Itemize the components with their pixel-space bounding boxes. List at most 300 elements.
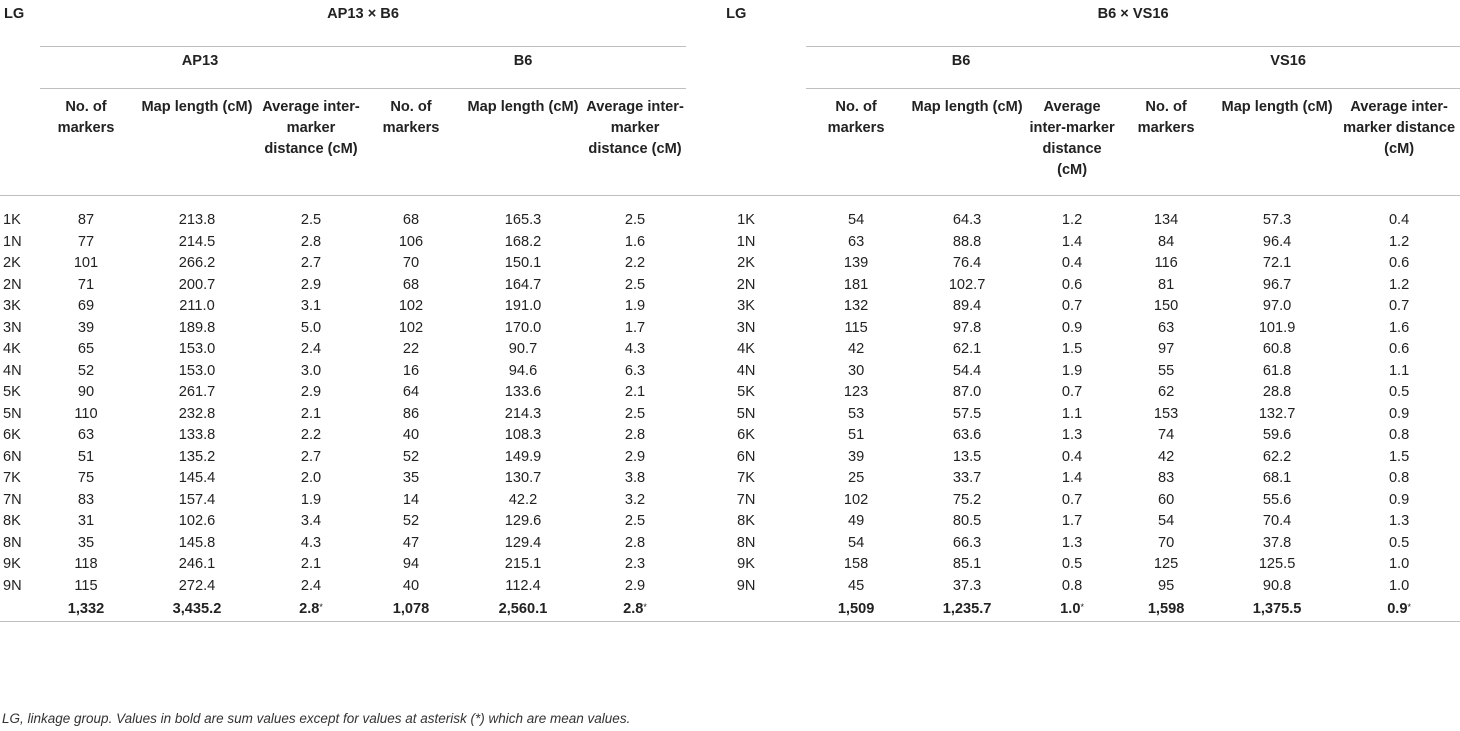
value-cell: 54 <box>1157 513 1175 529</box>
value-cell: 2.9 <box>624 577 646 594</box>
value-cell: 2.1 <box>624 384 646 400</box>
asterisk-mark: * <box>643 602 647 612</box>
value-cell: 102.6 <box>178 513 216 529</box>
value-cell: 42 <box>1157 448 1175 465</box>
column-header-avg: Average inter-marker distance (cM) <box>586 99 684 157</box>
value-cell: 0.7 <box>1061 298 1083 314</box>
value-cell: 214.5 <box>178 233 216 250</box>
value-cell: 2.2 <box>624 255 646 271</box>
value-cell: 0.4 <box>1061 448 1083 465</box>
lg-cell: 7K <box>737 470 755 486</box>
value-cell: 0.9 <box>1061 319 1083 336</box>
value-cell: 94.6 <box>508 362 538 379</box>
value-cell: 28.8 <box>1262 384 1292 400</box>
value-cell: 2.1 <box>300 405 322 422</box>
lg-cell: 5N <box>3 405 22 422</box>
total-cell: 1,598 <box>1147 601 1185 617</box>
parent-header-b6: B6 <box>360 47 686 89</box>
value-cell: 153 <box>1153 405 1179 422</box>
lg-cell: 6N <box>3 448 22 465</box>
value-cell: 1.9 <box>624 298 646 314</box>
table-row <box>0 425 1460 447</box>
value-cell: 153.0 <box>178 362 216 379</box>
value-cell: 1.3 <box>1061 427 1083 443</box>
total-cell: 1,235.7 <box>942 601 992 617</box>
column-header-avg: Average inter-marker distance (cM) <box>1029 99 1115 178</box>
value-cell: 101 <box>73 255 99 271</box>
value-cell: 63 <box>847 233 865 250</box>
lg-header: LG <box>4 6 25 22</box>
empty-cell <box>686 597 806 622</box>
lg-cell: 3N <box>3 319 22 336</box>
total-cell: 2,560.1 <box>498 601 548 617</box>
value-cell: 2.5 <box>624 276 646 293</box>
value-cell: 65 <box>77 341 95 357</box>
column-header-markers: No. of markers <box>57 99 115 136</box>
lg-cell: 8N <box>736 534 756 551</box>
lg-cell: 8K <box>737 513 755 529</box>
value-cell: 0.5 <box>1388 534 1410 551</box>
value-cell: 88.8 <box>952 233 982 250</box>
value-cell: 57.3 <box>1262 212 1292 228</box>
value-cell: 97.8 <box>952 319 982 336</box>
value-cell: 96.4 <box>1262 233 1292 250</box>
lg-cell: 7N <box>3 491 22 508</box>
value-cell: 1.5 <box>1061 341 1083 357</box>
value-cell: 3.2 <box>624 491 646 508</box>
value-cell: 14 <box>402 491 420 508</box>
value-cell: 215.1 <box>504 556 542 572</box>
lg-cell: 4K <box>3 341 21 357</box>
value-cell: 22 <box>402 341 420 357</box>
column-header-avg: Average inter-marker distance (cM) <box>1343 99 1456 157</box>
value-cell: 1.4 <box>1061 233 1083 250</box>
value-cell: 232.8 <box>178 405 216 422</box>
table-body <box>0 196 1460 622</box>
value-cell: 1.9 <box>300 491 322 508</box>
value-cell: 39 <box>77 319 95 336</box>
totals-row <box>0 597 1460 622</box>
column-header-avg: Average inter-marker distance (cM) <box>262 99 360 157</box>
value-cell: 83 <box>77 491 95 508</box>
value-cell: 0.8 <box>1388 470 1410 486</box>
table-row <box>0 318 1460 340</box>
value-cell: 97 <box>1157 341 1175 357</box>
value-cell: 77 <box>77 233 95 250</box>
value-cell: 2.0 <box>300 470 322 486</box>
value-cell: 63 <box>77 427 95 443</box>
value-cell: 102 <box>843 491 869 508</box>
value-cell: 70.4 <box>1262 513 1292 529</box>
table-row <box>0 382 1460 404</box>
value-cell: 75.2 <box>952 491 982 508</box>
lg-cell: 9N <box>736 577 756 594</box>
value-cell: 4.3 <box>300 534 322 551</box>
lg-cell: 6N <box>736 448 756 465</box>
value-cell: 81 <box>1157 276 1175 293</box>
value-cell: 132.7 <box>1258 405 1296 422</box>
lg-cell: 9K <box>3 556 21 572</box>
parent-header-b6-2: B6 <box>806 47 1116 89</box>
value-cell: 35 <box>77 534 95 551</box>
value-cell: 40 <box>402 577 420 594</box>
value-cell: 102 <box>398 319 424 336</box>
value-cell: 272.4 <box>178 577 216 594</box>
value-cell: 3.8 <box>624 470 646 486</box>
column-header-markers: No. of markers <box>382 99 440 136</box>
value-cell: 1.1 <box>1388 362 1410 379</box>
value-cell: 51 <box>77 448 95 465</box>
column-header-markers: No. of markers <box>1137 99 1195 136</box>
total-cell: 1.0* <box>1060 601 1084 617</box>
value-cell: 2.7 <box>300 448 322 465</box>
table-row <box>0 490 1460 512</box>
lg-cell: 3N <box>736 319 756 336</box>
value-cell: 2.7 <box>300 255 322 271</box>
value-cell: 165.3 <box>504 212 542 228</box>
value-cell: 157.4 <box>178 491 216 508</box>
value-cell: 125 <box>1153 556 1179 572</box>
value-cell: 42.2 <box>508 491 538 508</box>
lg-cell: 6K <box>737 427 755 443</box>
value-cell: 2.9 <box>300 276 322 293</box>
value-cell: 132 <box>843 298 869 314</box>
lg-cell: 2N <box>3 276 22 293</box>
value-cell: 102 <box>398 298 424 314</box>
table-footnote: LG, linkage group. Values in bold are sum values except for values at asterisk (*) which are mean values. <box>2 711 631 726</box>
value-cell: 134 <box>1153 212 1179 228</box>
value-cell: 0.5 <box>1388 384 1410 400</box>
parent-header-ap13: AP13 <box>40 47 360 89</box>
value-cell: 108.3 <box>504 427 542 443</box>
lg-col-spacer <box>0 89 40 196</box>
value-cell: 85.1 <box>952 556 982 572</box>
value-cell: 52 <box>402 448 420 465</box>
value-cell: 90 <box>77 384 95 400</box>
value-cell: 45 <box>847 577 865 594</box>
value-cell: 145.8 <box>178 534 216 551</box>
lg-cell: 4K <box>737 341 755 357</box>
value-cell: 3.1 <box>300 298 322 314</box>
value-cell: 52 <box>402 513 420 529</box>
value-cell: 1.3 <box>1388 513 1410 529</box>
value-cell: 112.4 <box>505 577 541 594</box>
value-cell: 101.9 <box>1258 319 1296 336</box>
parent-header-vs16: VS16 <box>1116 47 1460 89</box>
value-cell: 64 <box>402 384 420 400</box>
lg-cell: 2K <box>3 255 21 271</box>
value-cell: 130.7 <box>504 470 542 486</box>
value-cell: 40 <box>402 427 420 443</box>
value-cell: 42 <box>847 341 865 357</box>
value-cell: 86 <box>402 405 420 422</box>
value-cell: 70 <box>1157 534 1175 551</box>
lg-cell: 1N <box>736 233 756 250</box>
lg-cell: 9K <box>737 556 755 572</box>
value-cell: 110 <box>74 405 98 422</box>
value-cell: 62 <box>1157 384 1175 400</box>
value-cell: 115 <box>74 577 98 594</box>
value-cell: 69 <box>77 298 95 314</box>
value-cell: 68.1 <box>1262 470 1292 486</box>
value-cell: 2.8 <box>300 233 322 250</box>
total-cell: 1,509 <box>837 601 875 617</box>
value-cell: 33.7 <box>952 470 982 486</box>
value-cell: 129.4 <box>504 534 542 551</box>
value-cell: 168.2 <box>504 233 542 250</box>
value-cell: 2.9 <box>300 384 322 400</box>
value-cell: 0.9 <box>1388 491 1410 508</box>
value-cell: 30 <box>847 362 865 379</box>
value-cell: 62.2 <box>1262 448 1292 465</box>
value-cell: 2.3 <box>624 556 646 572</box>
value-cell: 0.8 <box>1061 577 1083 594</box>
value-cell: 1.2 <box>1388 276 1410 293</box>
value-cell: 97.0 <box>1262 298 1292 314</box>
value-cell: 4.3 <box>624 341 646 357</box>
value-cell: 6.3 <box>624 362 646 379</box>
value-cell: 261.7 <box>178 384 216 400</box>
lg-cell: 4N <box>736 362 756 379</box>
value-cell: 0.7 <box>1388 298 1410 314</box>
value-cell: 76.4 <box>952 255 982 271</box>
value-cell: 153.0 <box>178 341 216 357</box>
value-cell: 200.7 <box>178 276 216 293</box>
value-cell: 13.5 <box>952 448 982 465</box>
value-cell: 0.5 <box>1061 556 1083 572</box>
asterisk-mark: * <box>1407 602 1411 612</box>
table-row <box>0 275 1460 297</box>
value-cell: 2.4 <box>300 577 322 594</box>
value-cell: 55.6 <box>1262 491 1292 508</box>
total-cell: 1,332 <box>67 601 105 617</box>
value-cell: 87.0 <box>952 384 982 400</box>
lg-cell: 4N <box>3 362 22 379</box>
table-row <box>0 253 1460 275</box>
table-row <box>0 554 1460 576</box>
value-cell: 2.5 <box>624 513 646 529</box>
lg-cell: 7K <box>3 470 21 486</box>
value-cell: 191.0 <box>504 298 542 314</box>
value-cell: 89.4 <box>952 298 982 314</box>
lg-cell: 5K <box>737 384 755 400</box>
value-cell: 25 <box>847 470 865 486</box>
value-cell: 35 <box>402 470 420 486</box>
value-cell: 5.0 <box>300 319 322 336</box>
table-row <box>0 361 1460 383</box>
value-cell: 64.3 <box>952 212 982 228</box>
value-cell: 1.6 <box>624 233 646 250</box>
value-cell: 189.8 <box>178 319 216 336</box>
table-row <box>0 576 1460 598</box>
lg-cell: 5N <box>736 405 756 422</box>
lg-cell: 7N <box>736 491 756 508</box>
column-header-length: Map length (cM) <box>141 99 253 115</box>
value-cell: 2.5 <box>624 405 646 422</box>
value-cell: 118 <box>74 556 98 572</box>
value-cell: 1.7 <box>624 319 646 336</box>
value-cell: 54 <box>847 212 865 228</box>
table-row <box>0 196 1460 232</box>
lg-cell: 1K <box>3 212 21 228</box>
value-cell: 0.9 <box>1388 405 1410 422</box>
lg-cell: 1K <box>737 212 755 228</box>
value-cell: 75 <box>77 470 95 486</box>
value-cell: 1.9 <box>1061 362 1083 379</box>
value-cell: 1.1 <box>1061 405 1083 422</box>
value-cell: 68 <box>402 276 420 293</box>
value-cell: 49 <box>847 513 865 529</box>
value-cell: 1.2 <box>1061 212 1083 228</box>
value-cell: 95 <box>1157 577 1175 594</box>
value-cell: 213.8 <box>178 212 216 228</box>
value-cell: 0.6 <box>1388 341 1410 357</box>
value-cell: 266.2 <box>178 255 216 271</box>
lg-cell: 3K <box>737 298 755 314</box>
cross-header-b6-vs16: B6 × VS16 <box>806 0 1460 47</box>
value-cell: 2.5 <box>624 212 646 228</box>
value-cell: 94 <box>402 556 420 572</box>
value-cell: 57.5 <box>952 405 982 422</box>
value-cell: 31 <box>77 513 95 529</box>
value-cell: 115 <box>844 319 868 336</box>
value-cell: 145.4 <box>178 470 216 486</box>
value-cell: 0.7 <box>1061 491 1083 508</box>
value-cell: 60 <box>1157 491 1175 508</box>
value-cell: 84 <box>1157 233 1175 250</box>
value-cell: 125.5 <box>1258 556 1296 572</box>
value-cell: 211.0 <box>179 298 215 314</box>
lg-cell: 8K <box>3 513 21 529</box>
value-cell: 63.6 <box>952 427 982 443</box>
value-cell: 52 <box>77 362 95 379</box>
value-cell: 106 <box>398 233 424 250</box>
value-cell: 1.5 <box>1388 448 1410 465</box>
value-cell: 37.3 <box>952 577 982 594</box>
value-cell: 116 <box>1154 255 1178 271</box>
column-header-length: Map length (cM) <box>467 99 579 115</box>
value-cell: 39 <box>847 448 865 465</box>
value-cell: 181 <box>843 276 869 293</box>
value-cell: 0.4 <box>1388 212 1410 228</box>
value-cell: 55 <box>1157 362 1175 379</box>
table-row <box>0 533 1460 555</box>
value-cell: 72.1 <box>1262 255 1292 271</box>
value-cell: 2.8 <box>624 534 646 551</box>
lg-cell: 1N <box>3 233 22 250</box>
value-cell: 59.6 <box>1262 427 1292 443</box>
cross-header-ap13-b6: AP13 × B6 <box>40 0 686 47</box>
value-cell: 62.1 <box>952 341 982 357</box>
value-cell: 71 <box>77 276 95 293</box>
value-cell: 87 <box>77 212 95 228</box>
total-cell: 1,078 <box>392 601 430 617</box>
value-cell: 51 <box>847 427 865 443</box>
value-cell: 164.7 <box>504 276 542 293</box>
lg-header-2: LG <box>726 6 747 22</box>
value-cell: 133.8 <box>178 427 216 443</box>
value-cell: 1.0 <box>1388 556 1410 572</box>
value-cell: 2.9 <box>624 448 646 465</box>
value-cell: 83 <box>1157 470 1175 486</box>
value-cell: 61.8 <box>1262 362 1292 379</box>
value-cell: 16 <box>402 362 420 379</box>
table-row <box>0 232 1460 254</box>
value-cell: 170.0 <box>504 319 542 336</box>
table-row <box>0 511 1460 533</box>
lg-cell: 2K <box>737 255 755 271</box>
lg-cell: 6K <box>3 427 21 443</box>
value-cell: 150.1 <box>504 255 542 271</box>
value-cell: 2.1 <box>300 556 322 572</box>
lg-col-spacer-2 <box>686 89 806 196</box>
value-cell: 90.8 <box>1262 577 1292 594</box>
lg-cell: 3K <box>3 298 21 314</box>
table-row <box>0 296 1460 318</box>
value-cell: 47 <box>402 534 420 551</box>
lg-cell: 5K <box>3 384 21 400</box>
value-cell: 66.3 <box>952 534 982 551</box>
value-cell: 3.0 <box>300 362 322 379</box>
value-cell: 135.2 <box>178 448 216 465</box>
value-cell: 1.7 <box>1061 513 1083 529</box>
value-cell: 0.6 <box>1061 276 1083 293</box>
value-cell: 0.8 <box>1388 427 1410 443</box>
value-cell: 0.7 <box>1061 384 1083 400</box>
value-cell: 1.3 <box>1061 534 1083 551</box>
value-cell: 1.2 <box>1388 233 1410 250</box>
value-cell: 0.6 <box>1388 255 1410 271</box>
value-cell: 74 <box>1157 427 1175 443</box>
value-cell: 96.7 <box>1262 276 1292 293</box>
value-cell: 2.4 <box>300 341 322 357</box>
value-cell: 158 <box>843 556 869 572</box>
table-row <box>0 339 1460 361</box>
value-cell: 149.9 <box>504 448 542 465</box>
value-cell: 63 <box>1157 319 1175 336</box>
value-cell: 1.6 <box>1388 319 1410 336</box>
total-cell: 0.9* <box>1387 601 1411 617</box>
value-cell: 246.1 <box>178 556 216 572</box>
table-row <box>0 404 1460 426</box>
asterisk-mark: * <box>319 602 323 612</box>
lg-cell: 9N <box>3 577 22 594</box>
value-cell: 80.5 <box>952 513 982 529</box>
value-cell: 0.4 <box>1061 255 1083 271</box>
value-cell: 133.6 <box>504 384 542 400</box>
value-cell: 1.0 <box>1388 577 1410 594</box>
lg-cell: 8N <box>3 534 22 551</box>
value-cell: 70 <box>402 255 420 271</box>
value-cell: 139 <box>843 255 869 271</box>
value-cell: 53 <box>847 405 865 422</box>
column-header-row <box>0 89 1460 196</box>
value-cell: 60.8 <box>1262 341 1292 357</box>
value-cell: 129.6 <box>504 513 542 529</box>
asterisk-mark: * <box>1080 602 1084 612</box>
lg-cell: 2N <box>736 276 756 293</box>
column-header-markers: No. of markers <box>827 99 885 136</box>
value-cell: 3.4 <box>300 513 322 529</box>
total-cell: 2.8* <box>623 601 647 617</box>
total-cell: 2.8* <box>299 601 323 617</box>
value-cell: 102.7 <box>948 276 986 293</box>
column-header-length: Map length (cM) <box>911 99 1023 115</box>
value-cell: 90.7 <box>508 341 538 357</box>
column-header-length: Map length (cM) <box>1221 99 1333 115</box>
value-cell: 123 <box>843 384 869 400</box>
value-cell: 37.8 <box>1262 534 1292 551</box>
